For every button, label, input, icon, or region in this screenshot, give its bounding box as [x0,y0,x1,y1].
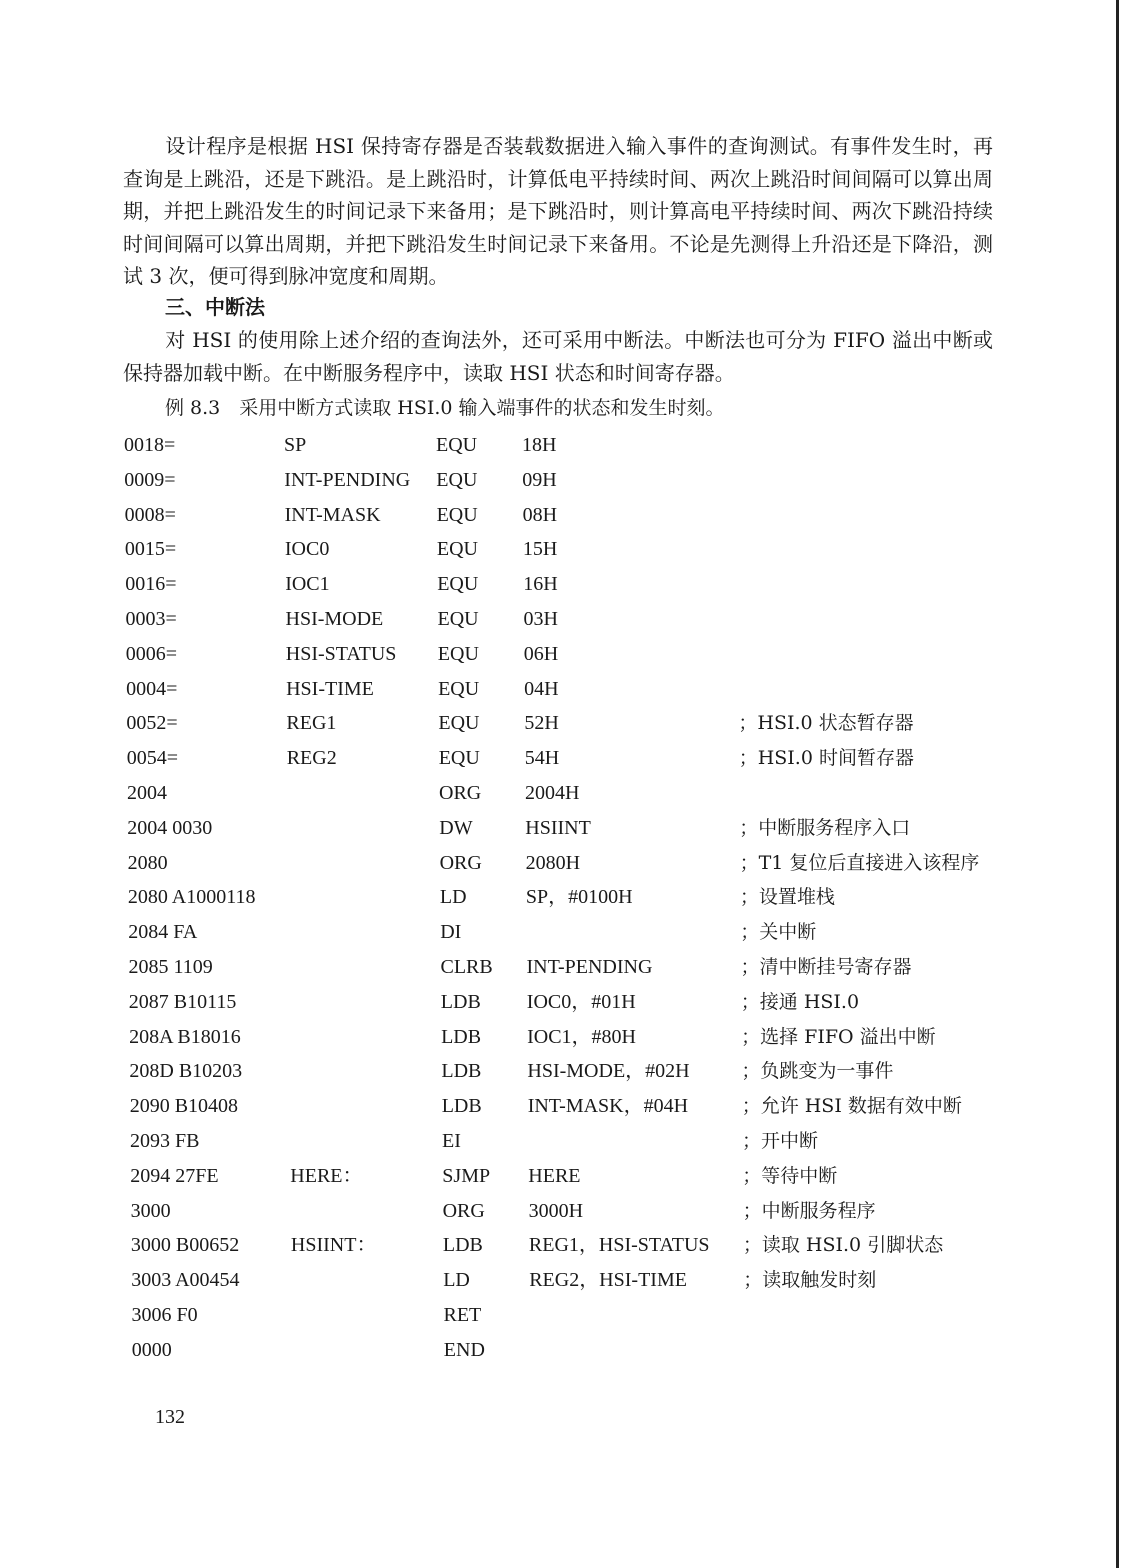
code-opcode: EI [442,1130,461,1152]
code-comment: ；接通 HSI.0 [740,990,860,1013]
code-operand: INT-PENDING [526,956,653,978]
code-line [129,950,1029,984]
code-operand: HSI-MODE，#02H [527,1060,690,1083]
code-opcode: ORG [439,851,482,874]
code-operand: HERE [528,1164,581,1187]
code-comment: ；设置堆栈 [739,886,835,909]
code-comment: ；开中断 [742,1130,819,1152]
code-line [125,567,1025,601]
code-opcode: EQU [438,712,480,735]
code-operand: INT-MASK，#04H [527,1095,689,1118]
code-operand: 3000H [528,1199,584,1222]
code-line [127,741,1027,775]
code-opcode: DI [440,921,462,944]
page-number: 132 [155,1406,185,1428]
code-operand: 54H [524,747,560,770]
section-heading: 三、中断法 [165,295,265,319]
code-label: HSIINT： [290,1234,377,1257]
code-operand: 16H [523,573,558,596]
code-operand: 09H [522,468,557,491]
code-line [131,1228,1031,1262]
code-address: 0000 [131,1338,172,1361]
code-address: 2085 1109 [128,956,213,978]
code-address: 0015= [124,538,177,561]
code-comment: ；中断服务程序 [742,1199,876,1222]
code-opcode: LDB [441,1095,482,1118]
code-address: 0006= [125,642,178,665]
code-operand: REG1，HSI-STATUS [528,1234,710,1257]
code-operand: IOC1，#80H [527,1025,636,1048]
code-opcode: LDB [441,1025,482,1048]
code-address: 2080 [127,851,168,874]
code-address: 0016= [125,573,177,596]
code-address: 3000 [130,1199,171,1222]
code-comment: ；T1 复位后直接进入该程序 [739,851,980,874]
code-comment: ；允许 HSI 数据有效中断 [741,1095,962,1118]
code-operand: 08H [522,503,558,526]
code-line [125,532,1025,566]
code-opcode: LDB [440,990,481,1013]
code-address: 208A B18016 [129,1025,241,1048]
code-comment: ；等待中断 [742,1164,838,1187]
code-line [126,672,1026,706]
code-address: 2004 0030 [127,816,213,839]
body-paragraph-1 [123,130,993,293]
code-line [130,1124,1030,1158]
code-address: 0009= [124,468,176,491]
code-line [131,1194,1031,1228]
code-address: 0054= [126,747,178,770]
code-operand: 03H [523,608,558,630]
code-operand: 18H [522,434,557,456]
code-line [129,1020,1029,1054]
code-opcode: CLRB [440,956,493,978]
code-line [130,1159,1030,1193]
code-label: HERE： [290,1164,363,1187]
code-opcode: RET [443,1304,482,1326]
code-address: 3003 A00454 [131,1269,240,1292]
code-label: HSI-MODE [285,608,384,630]
code-comment: ；HSI.0 状态暂存器 [738,712,914,735]
code-opcode: LD [439,886,467,909]
code-comment: ；清中断挂号寄存器 [740,956,912,978]
code-opcode: SJMP [442,1164,491,1187]
code-operand: HSIINT [525,816,591,839]
example-caption: 例 8.3 采用中断方式读取 HSI.0 输入端事件的状态和发生时刻。 [165,397,725,419]
code-line [129,985,1029,1019]
code-line [132,1298,1032,1332]
code-address: 2090 B10408 [129,1095,239,1118]
code-line [127,811,1027,845]
code-address: 2004 [127,782,167,804]
code-operand: 04H [524,677,559,700]
code-operand: SP，#0100H [525,886,633,909]
scan-edge-line [1116,0,1119,1568]
paragraph-2-text: 对 HSI 的使用除上述介绍的查询法外，还可采用中断法。中断法也可分为 FIFO 溢出中断或保持器加载中断。在中断服务程序中，读取 HSI 状态和时间寄存器。 [123,328,993,385]
code-label: HSI-TIME [286,677,374,700]
code-line [127,776,1027,810]
code-address: 3006 F0 [131,1304,198,1326]
code-label: IOC1 [285,573,330,596]
code-line [131,1263,1031,1297]
code-opcode: EQU [437,573,479,596]
code-line [128,846,1028,880]
code-opcode: EQU [438,677,480,700]
code-opcode: EQU [436,503,478,526]
code-line [126,637,1026,671]
code-label: INT-MASK [284,503,381,526]
code-address: 2084 FA [128,921,198,944]
body-paragraph-2 [123,324,993,389]
code-line [132,1333,1032,1367]
code-line [129,1054,1029,1088]
code-address: 2087 B10115 [128,990,237,1013]
code-line [128,915,1028,949]
code-address: 0008= [124,503,176,526]
code-operand: 15H [522,538,558,561]
code-comment: ；关中断 [740,921,817,944]
code-address: 0003= [125,608,177,630]
code-comment: ；读取触发时刻 [743,1269,877,1292]
code-label: INT-PENDING [284,468,411,491]
code-opcode: LDB [441,1060,482,1083]
code-label: REG1 [286,712,337,735]
code-label: SP [284,434,307,456]
code-operand: 52H [524,712,559,735]
code-opcode: EQU [436,538,478,561]
code-label: REG2 [286,747,337,770]
code-address: 0004= [126,677,178,700]
code-comment: ；读取 HSI.0 引脚状态 [742,1234,944,1257]
code-line [124,463,1024,497]
code-address: 0018= [124,434,176,456]
code-opcode: LD [443,1269,470,1292]
code-opcode: EQU [437,608,479,630]
code-operand: IOC0，#01H [526,990,636,1013]
code-comment: ；选择 FIFO 溢出中断 [741,1025,936,1048]
code-line [126,706,1026,740]
code-operand: 2080H [525,851,581,874]
code-opcode: ORG [442,1199,485,1222]
code-address: 208D B10203 [129,1060,243,1083]
code-address: 2093 FB [130,1130,200,1152]
paragraph-1-text: 设计程序是根据 HSI 保持寄存器是否装载数据进入输入事件的查询测试。有事件发生时，再查询是上跳沿，还是下跳沿。是上跳沿时，计算低电平持续时间、两次上跳沿时间间隔可以算出周期，并把上跳沿发生的时间记录下来备用；是下跳沿时，则计算高电平持续时间、两次下跳沿持续时间间隔可以算出周期，并把下跳沿发生时间记录下来备用。不论是先测得上升沿还是下降沿，测试 3 次，便可得到脉冲宽度和周期。 [123,134,993,288]
code-opcode: EQU [438,747,480,770]
code-label: HSI-STATUS [285,642,397,665]
code-opcode: DW [439,816,473,839]
code-line [128,880,1028,914]
code-opcode: LDB [442,1234,483,1257]
code-opcode: EQU [436,468,478,491]
code-operand: 2004H [525,782,580,804]
code-address: 3000 B00652 [130,1234,240,1257]
code-label: IOC0 [284,538,330,561]
code-operand: 06H [523,642,559,665]
code-address: 2094 27FE [130,1164,219,1187]
code-line [130,1089,1030,1123]
code-opcode: ORG [439,782,482,804]
code-address: 0052= [126,712,178,735]
code-address: 2080 A1000118 [127,886,256,909]
code-line [126,602,1026,636]
code-comment: ；HSI.0 时间暂存器 [738,747,914,770]
code-line [124,428,1024,462]
code-opcode: END [443,1338,485,1361]
code-operand: REG2，HSI-TIME [529,1269,687,1292]
code-comment: ；中断服务程序入口 [739,816,911,839]
code-opcode: EQU [437,642,479,665]
code-comment: ；负跳变为一事件 [741,1060,894,1083]
code-line [125,498,1025,532]
code-opcode: EQU [436,434,478,456]
